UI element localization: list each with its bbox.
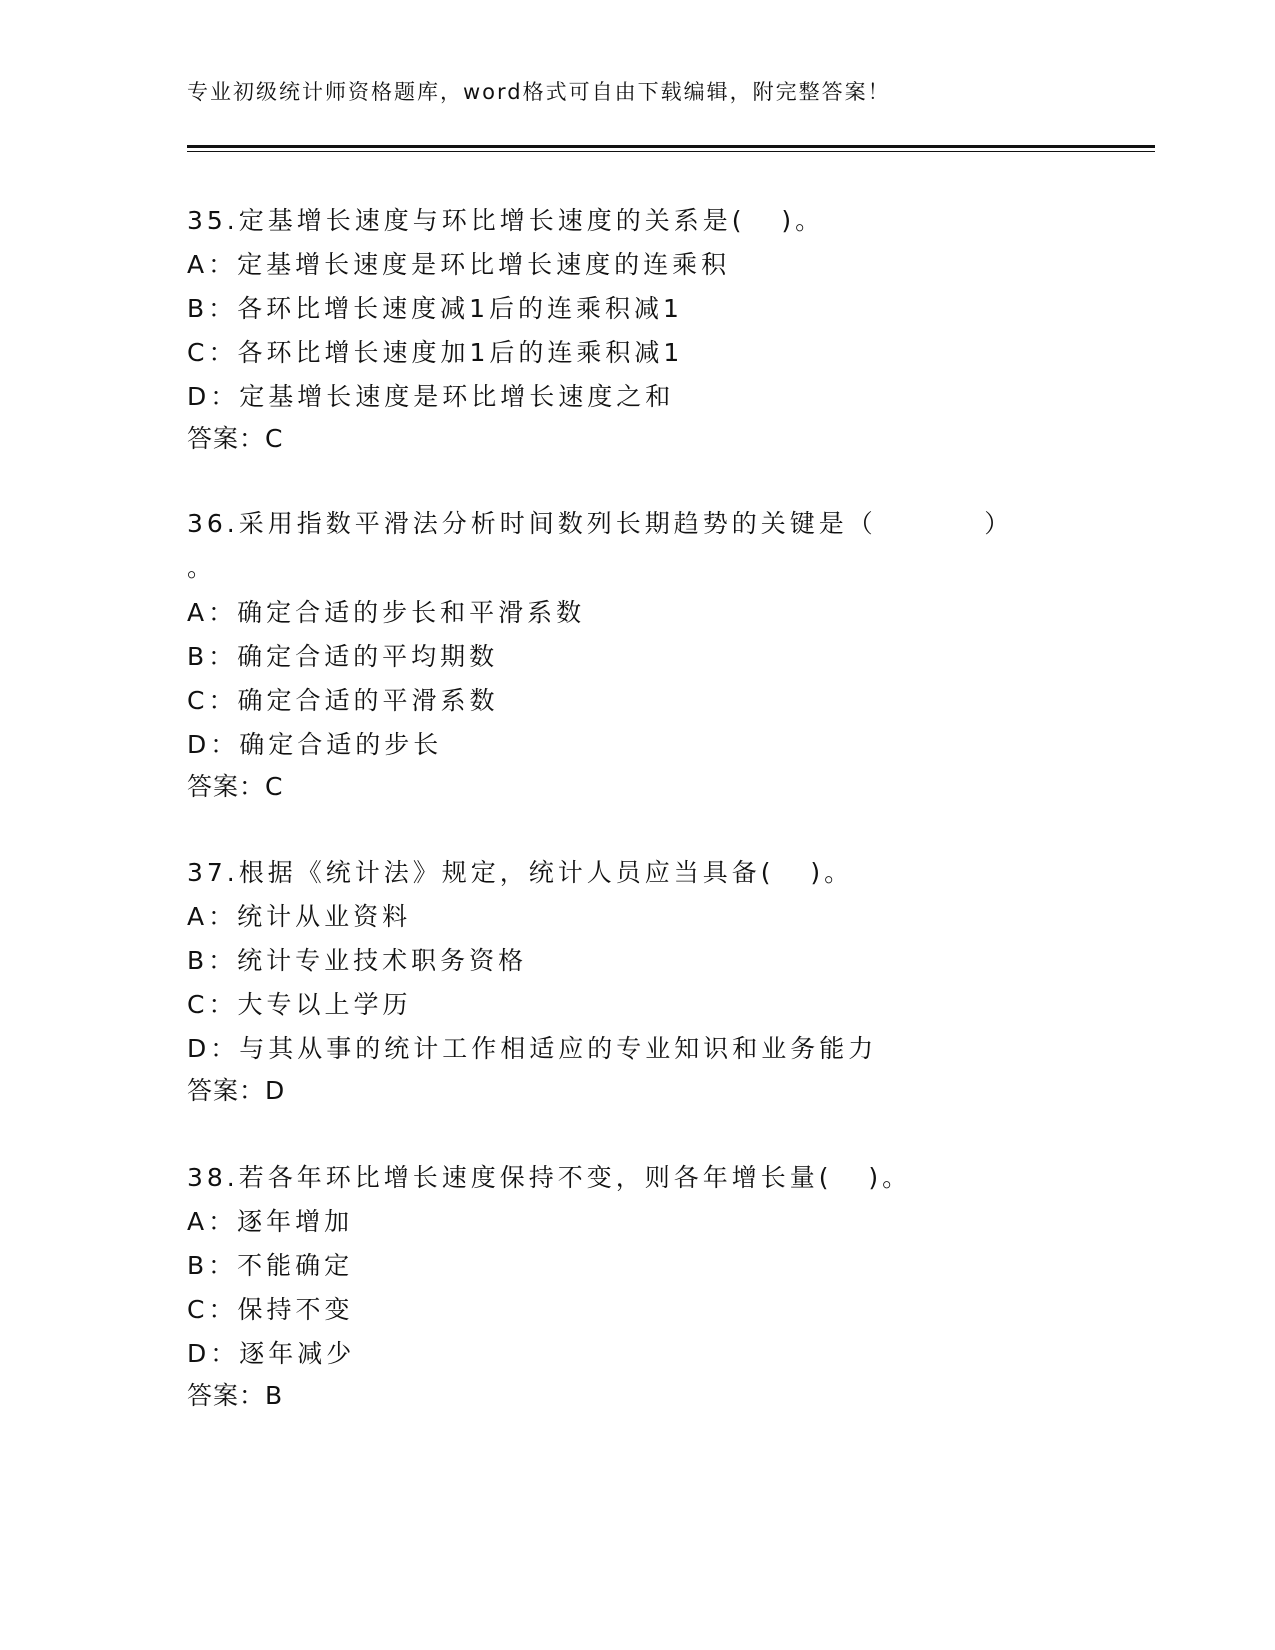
option-b: B：统计专业技术职务资格: [187, 946, 528, 975]
question-stem-continuation: 。: [187, 553, 217, 582]
option-c: C：确定合适的平滑系数: [187, 686, 499, 715]
option-d: D：逐年减少: [187, 1339, 356, 1368]
option-d: D：定基增长速度是环比增长速度之和: [187, 382, 675, 411]
answer-label: 答案：C: [187, 424, 284, 453]
header-rule-thin: [187, 151, 1155, 152]
option-d: D：与其从事的统计工作相适应的专业知识和业务能力: [187, 1034, 878, 1063]
option-b: B：各环比增长速度减1后的连乘积减1: [187, 294, 683, 323]
question-stem: 36.采用指数平滑法分析时间数列长期趋势的关键是（ ）: [187, 509, 1014, 538]
option-a: A：定基增长速度是环比增长速度的连乘积: [187, 250, 731, 279]
answer-label: 答案：B: [187, 1381, 284, 1410]
option-c: C：各环比增长速度加1后的连乘积减1: [187, 338, 684, 367]
option-c: C：大专以上学历: [187, 990, 412, 1019]
question-stem: 38.若各年环比增长速度保持不变，则各年增长量( )。: [187, 1163, 912, 1192]
page-header: 专业初级统计师资格题库，word格式可自由下载编辑，附完整答案！: [187, 80, 891, 104]
option-d: D：确定合适的步长: [187, 730, 443, 759]
option-b: B：确定合适的平均期数: [187, 642, 499, 671]
option-c: C：保持不变: [187, 1295, 354, 1324]
option-a: A：确定合适的步长和平滑系数: [187, 598, 586, 627]
option-a: A：逐年增加: [187, 1207, 354, 1236]
option-a: A：统计从业资料: [187, 902, 412, 931]
answer-label: 答案：D: [187, 1076, 286, 1105]
option-b: B：不能确定: [187, 1251, 354, 1280]
answer-label: 答案：C: [187, 772, 284, 801]
question-stem: 35.定基增长速度与环比增长速度的关系是( )。: [187, 206, 825, 235]
header-rule-thick: [187, 145, 1155, 148]
question-stem: 37.根据《统计法》规定，统计人员应当具备( )。: [187, 858, 854, 887]
